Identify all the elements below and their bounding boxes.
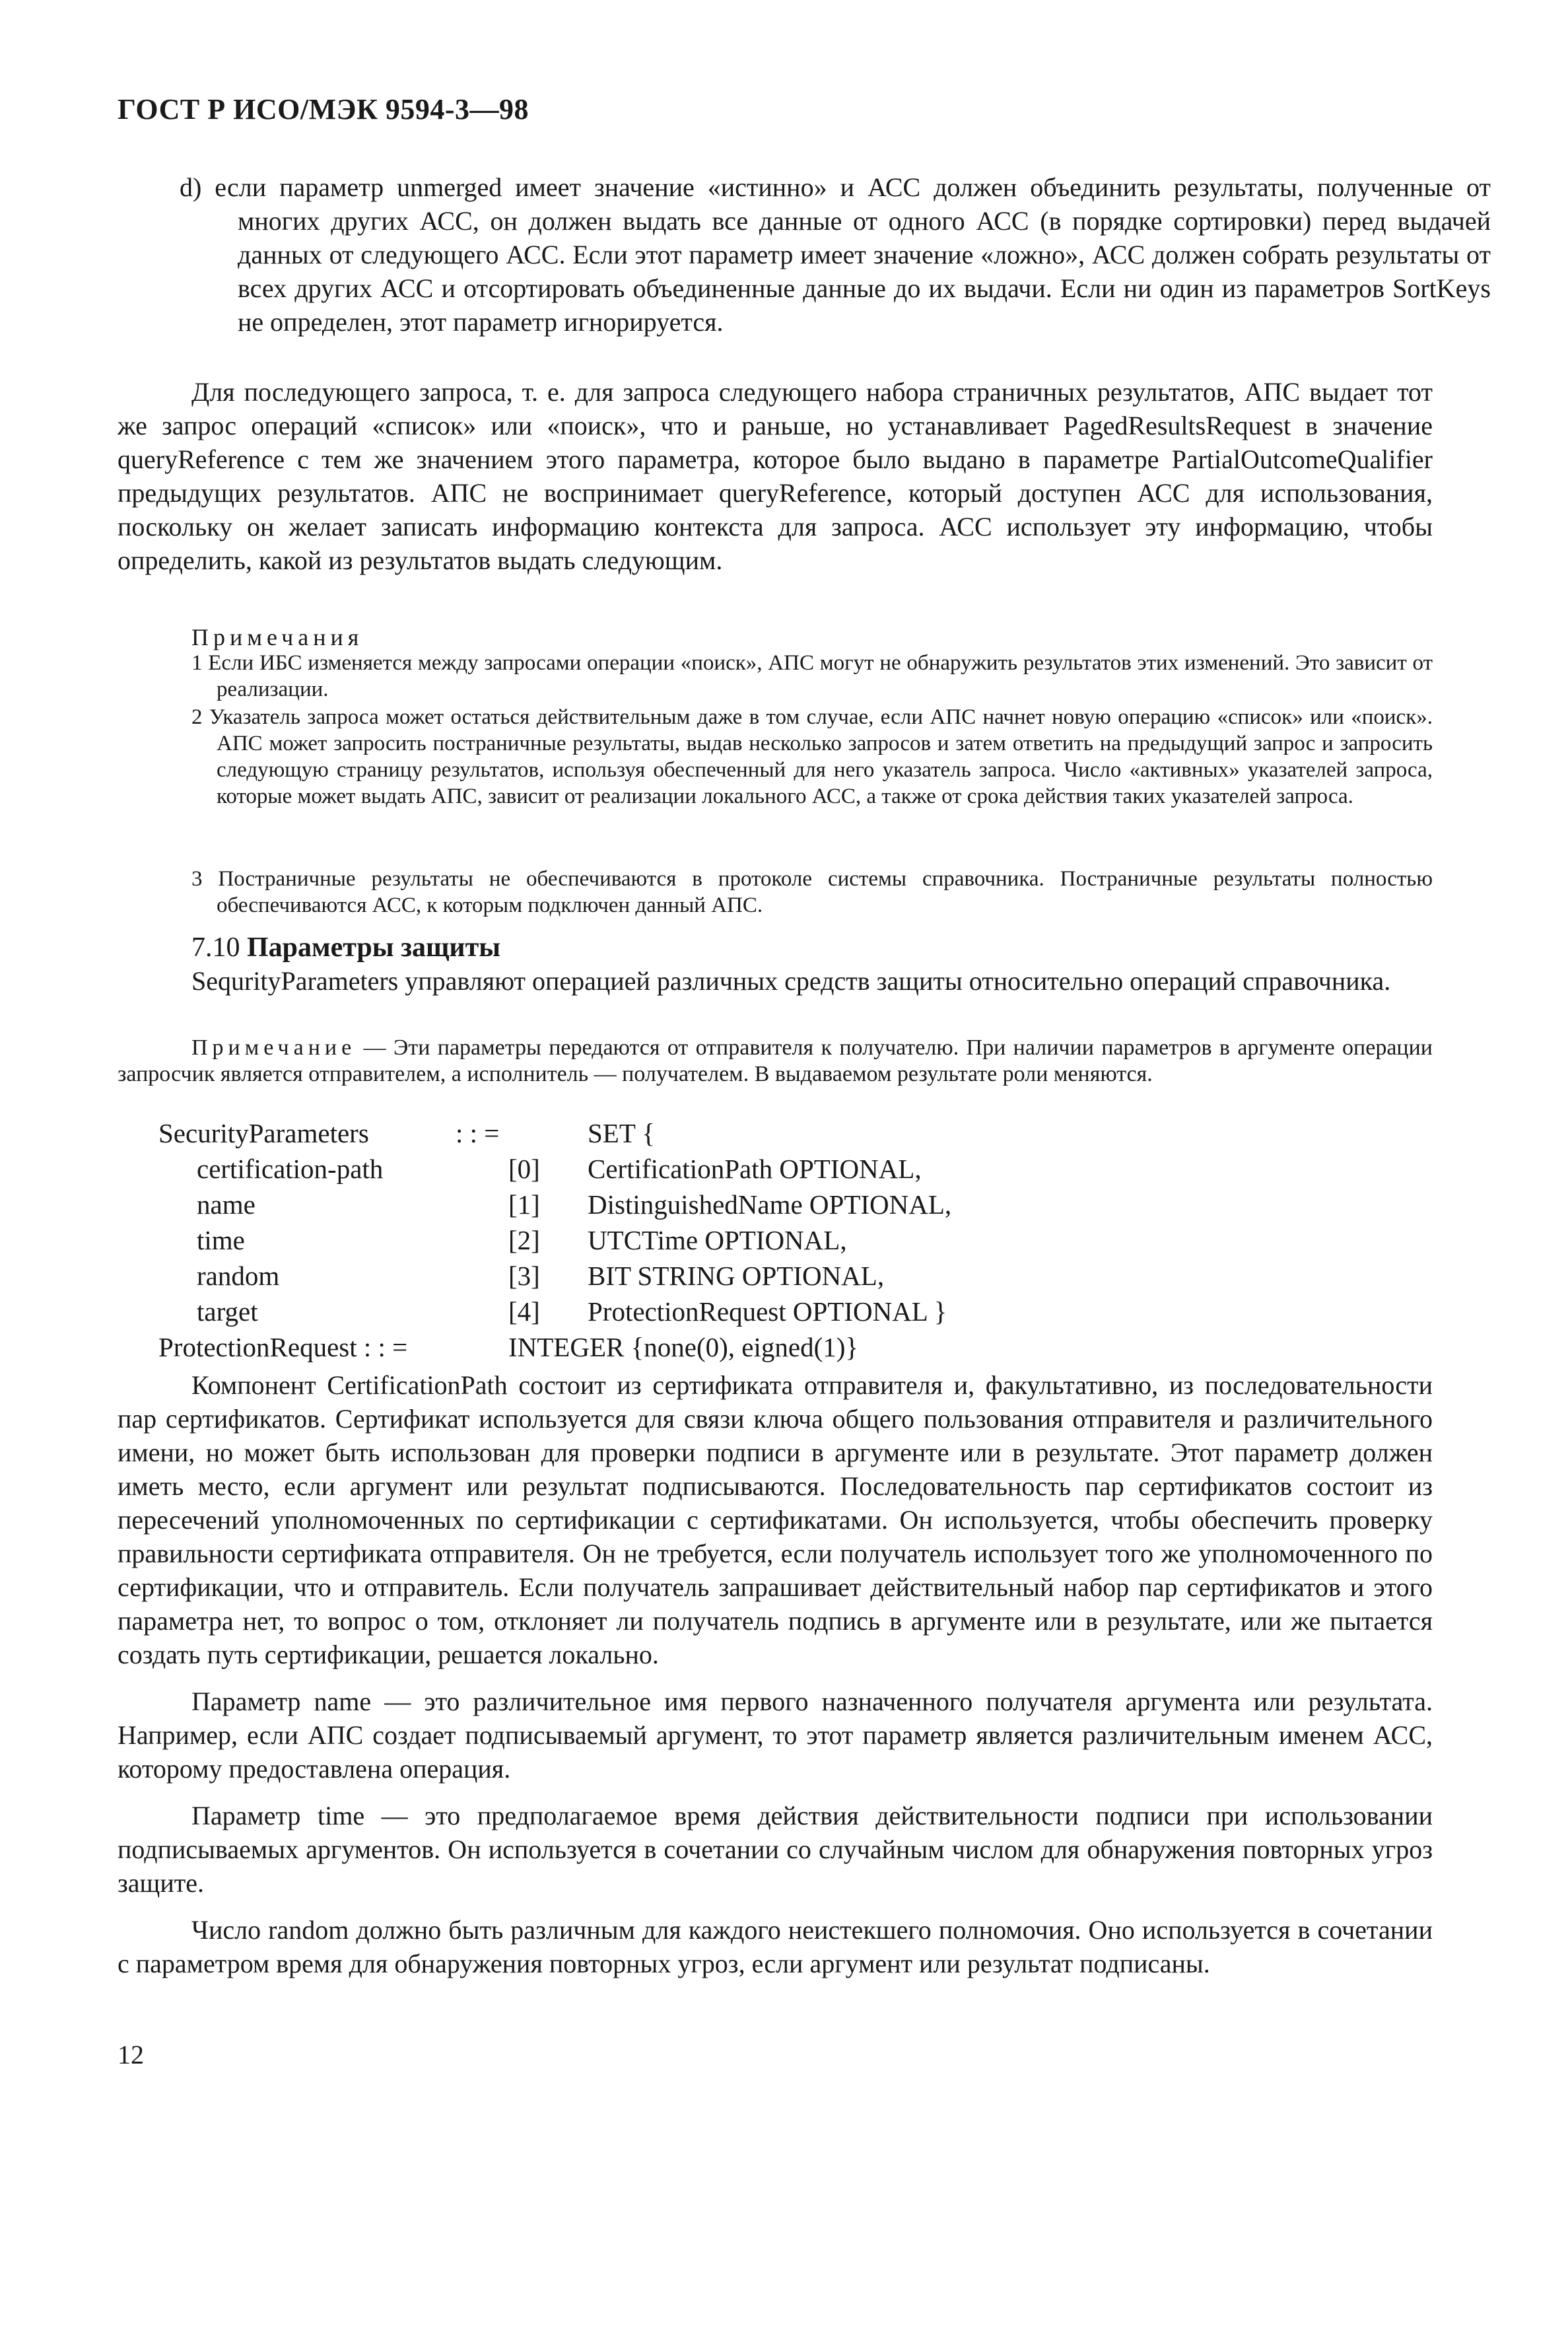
note-label: Примечание xyxy=(191,1035,357,1060)
asn1-field-tag: [4] xyxy=(508,1296,540,1327)
section-title: Параметры защиты xyxy=(247,932,501,963)
section-number: 7.10 xyxy=(191,932,240,963)
note-text: — Эти параметры передаются от отправителя к получателю. При наличии параметров в аргументе операции запросчик является отправителем, а исполнитель — получателем. В выдаваемом результате роли меняются. xyxy=(118,1035,1433,1086)
asn1-field-name: name xyxy=(197,1189,256,1220)
page-header: ГОСТ Р ИСО/МЭК 9594-3—98 xyxy=(118,93,529,125)
notes-heading: Примечания xyxy=(191,624,364,650)
asn1-set-open: SET { xyxy=(588,1118,656,1148)
paragraph-followup-request: Для последующего запроса, т. е. для запроса следующего набора страничных результатов, АПС выдает тот же запрос операций «список» или «поиск», что и раньше, но устанавливает PagedResultsRequest в значение queryReference с тем же значением этого параметра, которое было выдано в параметре PartialOutcomeQualifier предыдущих результатов. АПС не воспринимает queryReference, который доступен АСС для использования, поскольку он желает записать информацию контекста для запроса. АСС использует эту информацию, чтобы определить, какой из результатов выдать следующим. xyxy=(118,377,1433,575)
asn1-field-type: BIT STRING OPTIONAL, xyxy=(588,1261,885,1291)
asn1-field-type: CertificationPath OPTIONAL, xyxy=(588,1154,922,1184)
paragraph-random: Число random должно быть различным для каждого неистекшего полномочия. Оно используется в сочетании с параметром время для обнаружения повторных угроз, если аргумент или результат подписаны. xyxy=(118,1915,1433,1978)
page-number: 12 xyxy=(118,2040,144,2070)
asn1-field-tag: [1] xyxy=(508,1189,540,1220)
asn1-field-name: random xyxy=(197,1261,280,1291)
note-single xyxy=(118,1035,1433,1088)
asn1-field-type: ProtectionRequest OPTIONAL } xyxy=(588,1296,947,1327)
asn1-field-tag: [0] xyxy=(508,1154,540,1184)
asn1-assign: : : = xyxy=(456,1118,500,1148)
note-2: 2 Указатель запроса может остаться действительным даже в том случае, если АПС начнет новую операцию «список» или «поиск». АПС может запросить постраничные результаты, выдав несколько запросов и затем ответить на предыдущий запрос и запросить следующую страницу результатов, используя обеспеченный для него указатель запроса. Число «активных» указателей запроса, которые может выдать АПС, зависит от реализации локального АСС, а также от срока действия таких указателей запроса. xyxy=(191,705,1433,808)
asn1-type-name: SecurityParameters xyxy=(158,1118,369,1148)
asn1-field-tag: [3] xyxy=(508,1261,540,1291)
body-text-bottom xyxy=(118,1368,1433,1980)
paragraph-name: Параметр name — это различительное имя первого назначенного получателя аргумента или результата. Например, если АПС создает подписываемый аргумент, то этот параметр является различительным именем АСС, которому предоставлена операция. xyxy=(118,1687,1433,1784)
asn1-protection-value: INTEGER {none(0), eigned(1)} xyxy=(508,1332,859,1362)
note-3: 3 Постраничные результаты не обеспечиваются в протоколе системы справочника. Постраничные результаты полностью обеспечиваются АСС, к которым подключен данный АПС. xyxy=(191,867,1433,917)
asn1-protection-line: ProtectionRequest : : = xyxy=(158,1332,408,1362)
asn1-field-name: certification-path xyxy=(197,1154,384,1184)
asn1-field-tag: [2] xyxy=(508,1225,540,1255)
asn1-field-name: target xyxy=(197,1296,258,1327)
section-heading xyxy=(191,932,500,963)
asn1-field-type: UTCTime OPTIONAL, xyxy=(588,1225,847,1255)
paragraph-security-parameters: SequrityParameters управляют операцией различных средств защиты относительно операций справочника. xyxy=(191,966,1391,996)
note-1: 1 Если ИБС изменяется между запросами операции «поиск», АПС могут не обнаружить результатов этих изменений. Это зависит от реализации. xyxy=(191,651,1433,701)
asn1-field-type: DistinguishedName OPTIONAL, xyxy=(588,1189,952,1220)
list-item-d: d) если параметр unmerged имеет значение «истинно» и АСС должен объединить результаты, полученные от многих других АСС, он должен выдать все данные от одного АСС (в порядке сортировки) перед выдачей данных от следующего АСС. Если этот параметр имеет значение «ложно», АСС должен собрать результаты от всех других АСС и отсортировать объединенные данные до их выдачи. Если ни один из параметров SortKeys не определен, этот параметр игнорируется. xyxy=(180,172,1491,337)
paragraph-time: Параметр time — это предполагаемое время действия действительности подписи при использовании подписываемых аргументов. Он используется в сочетании со случайным числом для обнаружения повторных угроз защите. xyxy=(118,1801,1433,1898)
paragraph-certification-path: Компонент CertificationPath состоит из сертификата отправителя и, факультативно, из последовательности пар сертификатов. Сертификат используется для связи ключа общего пользования отправителя и различительного имени, но может быть использован для проверки подписи в аргументе или в результате. Этот параметр должен иметь место, если аргумент или результат подписываются. Последовательность пар сертификатов состоит из пересечений уполномоченных по сертификации с сертификатами. Он используется, чтобы обеспечить проверку правильности сертификата отправителя. Он не требуется, если получатель использует того же уполномоченного по сертификации, что и отправитель. Если получатель запрашивает действительный набор пар сертификатов и этого параметра нет, то вопрос о том, отклоняет ли получатель подпись в аргументе или в результате, или же пытается создать путь сертификации, решается локально. xyxy=(118,1370,1433,1669)
asn1-field-name: time xyxy=(197,1225,245,1255)
